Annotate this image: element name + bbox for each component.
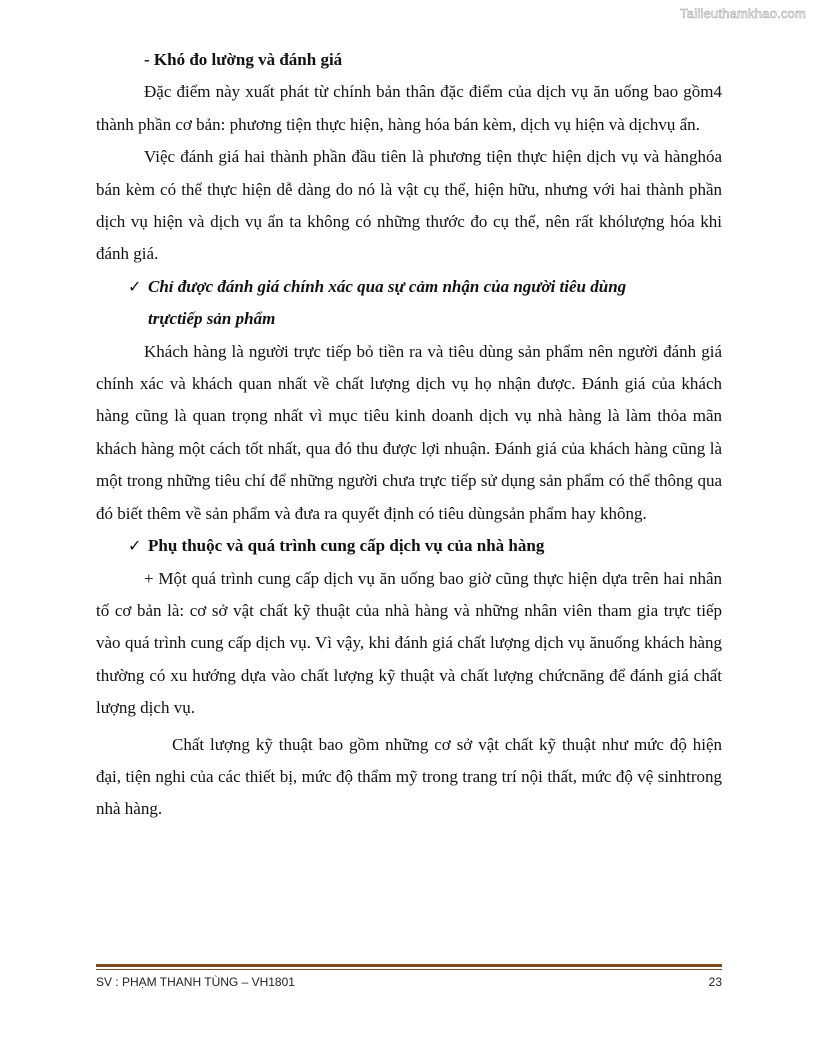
paragraph-3: Khách hàng là người trực tiếp bỏ tiền ra và tiêu dùng sản phẩm nên người đánh giá chính xác và khách quan nhất về chất lượng dịch vụ họ nhận được. Đánh giá của khách hàng cũng là quan trọng nhất vì mục tiêu kinh doanh dịch vụ nhà hàng là làm thỏa mãn khách hàng một cách tốt nhất, qua đó thu được lợi nhuận. Đánh giá của khách hàng cũng là một trong những tiêu chí để những người chưa trực tiếp sử dụng sản phẩm có thể thông qua đó biết thêm về sản phẩm và đưa ra quyết định có tiêu dùngsản phẩm hay không.	[96, 341, 722, 523]
footer-author: SV : PHẠM THANH TÙNG – VH1801	[96, 975, 295, 989]
document-body	[96, 44, 722, 826]
paragraph-2: Việc đánh giá hai thành phần đầu tiên là phương tiện thực hiện dịch vụ và hànghóa bán kèm có thể thực hiện dễ dàng do nó là vật cụ thể, hiện hữu, nhưng với hai thành phần dịch vụ hiện và dịch vụ ẩn ta không có những thước đo cụ thể, nên rất khólượng hóa khi đánh giá.	[96, 147, 722, 264]
watermark: Tailieuthamkhao.com	[680, 6, 806, 21]
checklist-item-1-line2: trựctiếp sản phẩm	[148, 309, 276, 329]
checkmark-icon: ✓	[128, 536, 142, 556]
checklist-item-1	[96, 271, 722, 336]
checklist-item-2	[96, 530, 722, 562]
page-number: 23	[708, 975, 722, 989]
footer-divider-thin	[96, 969, 722, 970]
checklist-item-1-line1: Chỉ được đánh giá chính xác qua sự cảm nhận của người tiêu dùng	[148, 276, 627, 296]
page-footer	[96, 975, 722, 989]
checkmark-icon: ✓	[128, 276, 142, 296]
footer-divider	[96, 964, 722, 967]
paragraph-5: Chất lượng kỹ thuật bao gồm những cơ sở vật chất kỹ thuật như mức độ hiện đại, tiện nghi của các thiết bị, mức độ thẩm mỹ trong trang trí nội thất, mức độ vệ sinhtrong nhà hàng.	[96, 734, 722, 819]
checklist-item-2-text: Phụ thuộc và quá trình cung cấp dịch vụ của nhà hàng	[148, 536, 545, 556]
section-heading: - Khó đo lường và đánh giá	[144, 50, 343, 69]
paragraph-4: + Một quá trình cung cấp dịch vụ ăn uống bao giờ cũng thực hiện dựa trên hai nhân tố cơ bản là: cơ sở vật chất kỹ thuật của nhà hàng và những nhân viên tham gia trực tiếp vào quá trình cung cấp dịch vụ. Vì vậy, khi đánh giá chất lượng dịch vụ ănuống khách hàng thường có xu hướng dựa vào chất lượng kỹ thuật và chất lượng chứcnăng để đánh giá chất lượng dịch vụ.	[96, 568, 722, 718]
paragraph-1: Đặc điểm này xuất phát từ chính bản thân đặc điểm của dịch vụ ăn uống bao gồm4 thành phần cơ bản: phương tiện thực hiện, hàng hóa bán kèm, dịch vụ hiện và dịchvụ ẩn.	[96, 82, 722, 134]
